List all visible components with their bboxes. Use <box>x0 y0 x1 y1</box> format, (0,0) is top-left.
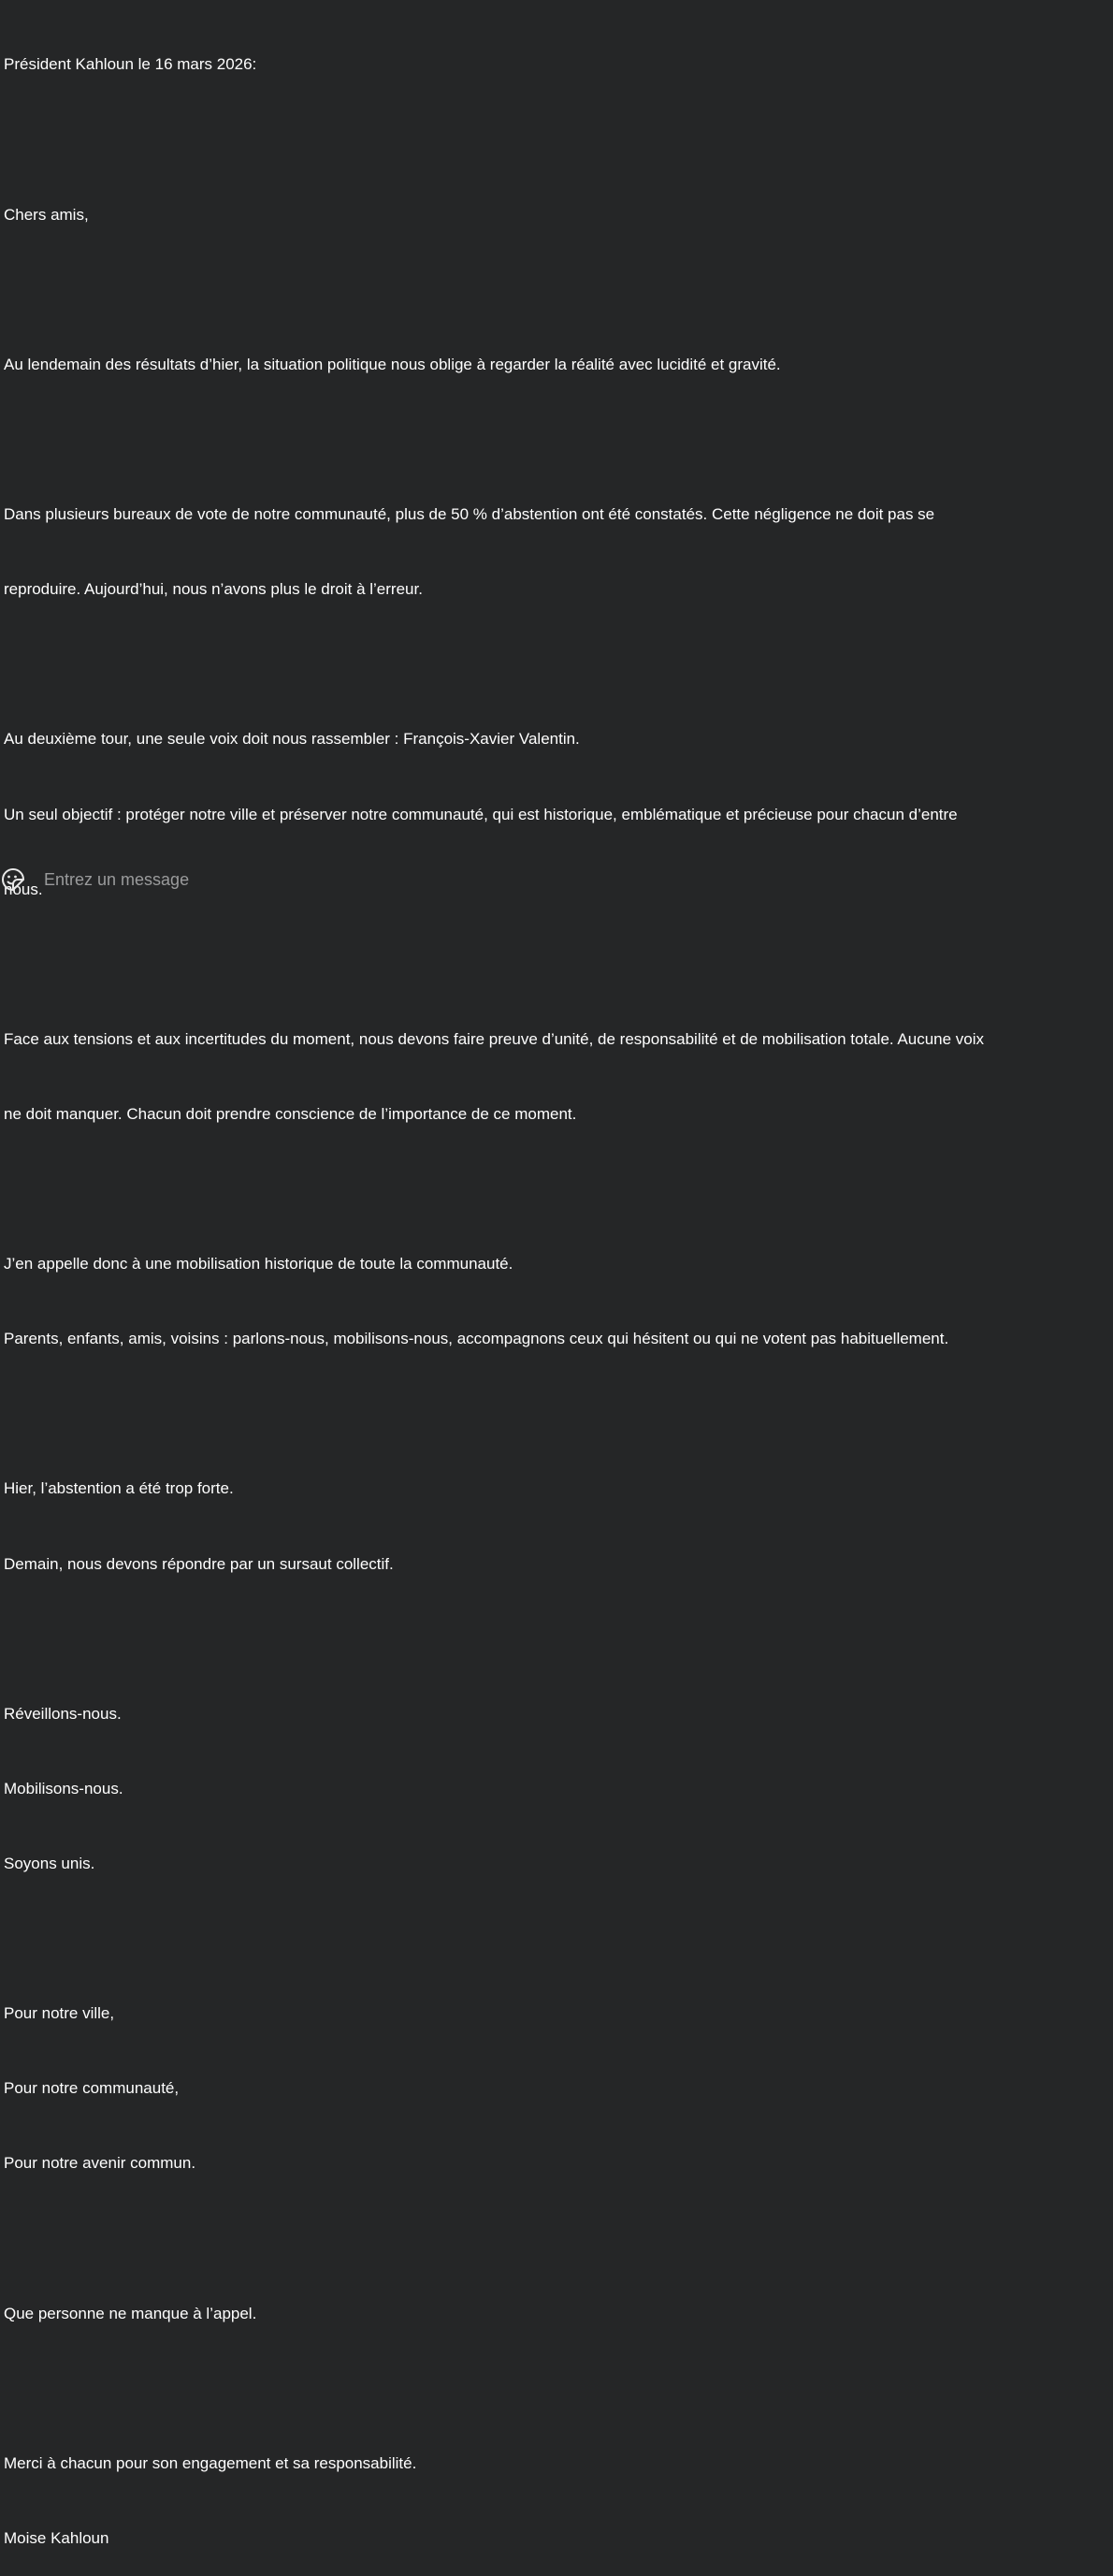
message-line: Merci à chacun pour son engagement et sa responsabilité. <box>4 2453 417 2472</box>
message-line: Face aux tensions et aux incertitudes du moment, nous devons faire preuve d’unité, de responsabilité et de mobilisation totale. Aucune voix <box>4 1029 985 1048</box>
message-line: reproduire. Aujourd’hui, nous n’avons plus le droit à l’erreur. <box>4 580 423 599</box>
message-line <box>4 428 1113 453</box>
message-line: Au deuxième tour, une seule voix doit nous rassembler : François-Xavier Valentin. <box>4 730 580 749</box>
message-line: nous. <box>4 880 43 898</box>
message-line: Pour notre avenir commun. <box>4 2154 196 2173</box>
message-line: Président Kahloun le 16 mars 2026: <box>4 55 257 74</box>
message-line: J’en appelle donc à une mobilisation historique de toute la communauté. <box>4 1255 513 1273</box>
sticker-smiley-icon[interactable] <box>0 866 26 893</box>
message-line: Que personne ne manque à l’appel. <box>4 2304 257 2322</box>
message-line <box>4 128 1113 153</box>
message-line: Parents, enfants, amis, voisins : parlons-nous, mobilisons-nous, accompagnons ceux qui hésitent ou qui ne votent pas habituellement. <box>4 1330 949 1348</box>
message-line <box>4 278 1113 303</box>
message-line: Un seul objectif : protéger notre ville et préserver notre communauté, qui est historique, emblématique et précieuse pour chacun d’entre <box>4 805 958 823</box>
message-line: Soyons unis. <box>4 1855 95 1873</box>
message-line <box>4 1177 1113 1202</box>
message-line <box>4 1402 1113 1427</box>
message-line: Pour notre ville, <box>4 2004 115 2023</box>
message-line: Réveillons-nous. <box>4 1704 122 1723</box>
message-line <box>4 1627 1113 1652</box>
message-line: Chers amis, <box>4 205 89 224</box>
message-line: ne doit manquer. Chacun doit prendre conscience de l’importance de ce moment. <box>4 1104 577 1123</box>
message-composer <box>0 865 1113 893</box>
message-line <box>4 2377 1113 2402</box>
message-line: Moise Kahloun <box>4 2529 109 2548</box>
message-line <box>4 2227 1113 2252</box>
message-line <box>4 652 1113 677</box>
message-line <box>4 1927 1113 1952</box>
message-line: Au lendemain des résultats d’hier, la situation politique nous oblige à regarder la réalité avec lucidité et gravité. <box>4 355 781 373</box>
message-line: Dans plusieurs bureaux de vote de notre communauté, plus de 50 % d’abstention ont été constatés. Cette négligence ne doit pas se <box>4 505 935 524</box>
message-line: Pour notre communauté, <box>4 2079 180 2098</box>
message-line: Mobilisons-nous. <box>4 1779 123 1797</box>
message-line: Hier, l’abstention a été trop forte. <box>4 1479 234 1498</box>
message-input[interactable] <box>44 868 1073 891</box>
message-line <box>4 953 1113 978</box>
message-line: Demain, nous devons répondre par un sursaut collectif. <box>4 1554 394 1573</box>
message-body <box>4 3 1113 2576</box>
